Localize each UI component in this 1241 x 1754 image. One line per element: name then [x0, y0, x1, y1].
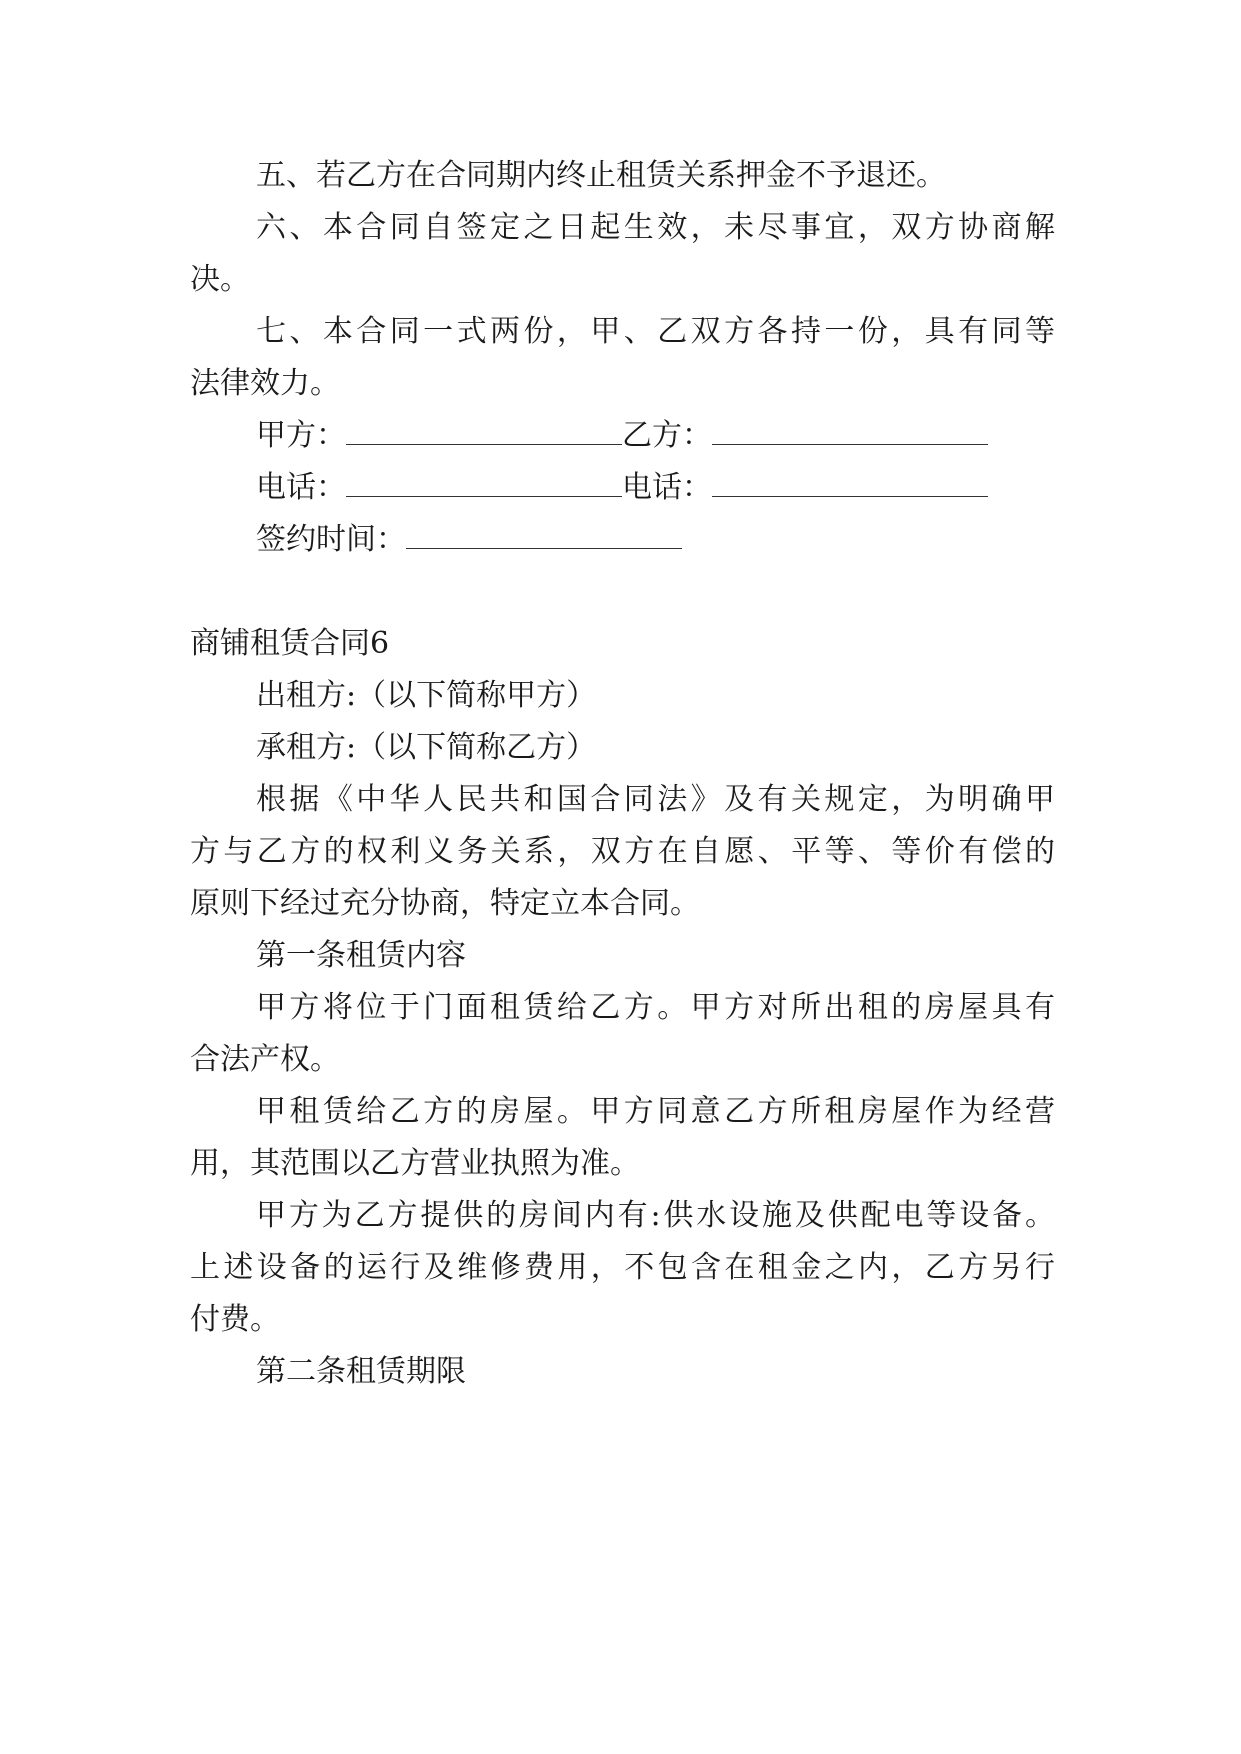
- party-a-blank: [346, 418, 622, 445]
- signature-row-date: [256, 520, 682, 560]
- article-1-p1-line-2: 合法产权。: [190, 1042, 340, 1077]
- party-a-label: 甲方：: [256, 418, 346, 453]
- clause-6-line-1: 六、本合同自签定之日起生效，未尽事宜，双方协商解: [256, 210, 1055, 245]
- article-2-title: 第二条租赁期限: [256, 1354, 466, 1389]
- signature-row-phones: [256, 468, 988, 508]
- lessee-line: 承租方:（以下简称乙方）: [256, 730, 597, 765]
- article-1-p2-line-2: 用，其范围以乙方营业执照为准。: [190, 1146, 640, 1181]
- lessor-line: 出租方:（以下简称甲方）: [256, 678, 597, 713]
- clause-7-line-1: 七、本合同一式两份，甲、乙双方各持一份，具有同等: [256, 314, 1055, 349]
- preamble-line-3: 原则下经过充分协商，特定立本合同。: [190, 886, 700, 921]
- clause-5: 五、若乙方在合同期内终止租赁关系押金不予退还。: [256, 158, 946, 193]
- phone-b-label: 电话：: [622, 470, 712, 505]
- party-b-blank: [712, 418, 988, 445]
- sign-date-blank: [406, 522, 682, 549]
- article-1-title: 第一条租赁内容: [256, 938, 466, 973]
- clause-7-line-2: 法律效力。: [190, 366, 340, 401]
- contract-6-title: 商铺租赁合同6: [190, 626, 390, 661]
- clause-6-line-2: 决。: [190, 262, 250, 297]
- party-b-label: 乙方：: [622, 418, 712, 453]
- signature-row-parties: [256, 416, 988, 456]
- article-1-p3-line-2: 上述设备的运行及维修费用，不包含在租金之内，乙方另行: [190, 1250, 1055, 1285]
- article-1-p3-line-1: 甲方为乙方提供的房间内有:供水设施及供配电等设备。: [256, 1198, 1055, 1233]
- article-1-p1-line-1: 甲方将位于门面租赁给乙方。甲方对所出租的房屋具有: [256, 990, 1055, 1025]
- phone-a-label: 电话：: [256, 470, 346, 505]
- article-1-p3-line-3: 付费。: [190, 1302, 280, 1337]
- sign-date-label: 签约时间：: [256, 522, 406, 557]
- preamble-line-1: 根据《中华人民共和国合同法》及有关规定，为明确甲: [256, 782, 1055, 817]
- phone-a-blank: [346, 470, 622, 497]
- article-1-p2-line-1: 甲租赁给乙方的房屋。甲方同意乙方所租房屋作为经营: [256, 1094, 1055, 1129]
- preamble-line-2: 方与乙方的权利义务关系，双方在自愿、平等、等价有偿的: [190, 834, 1055, 869]
- phone-b-blank: [712, 470, 988, 497]
